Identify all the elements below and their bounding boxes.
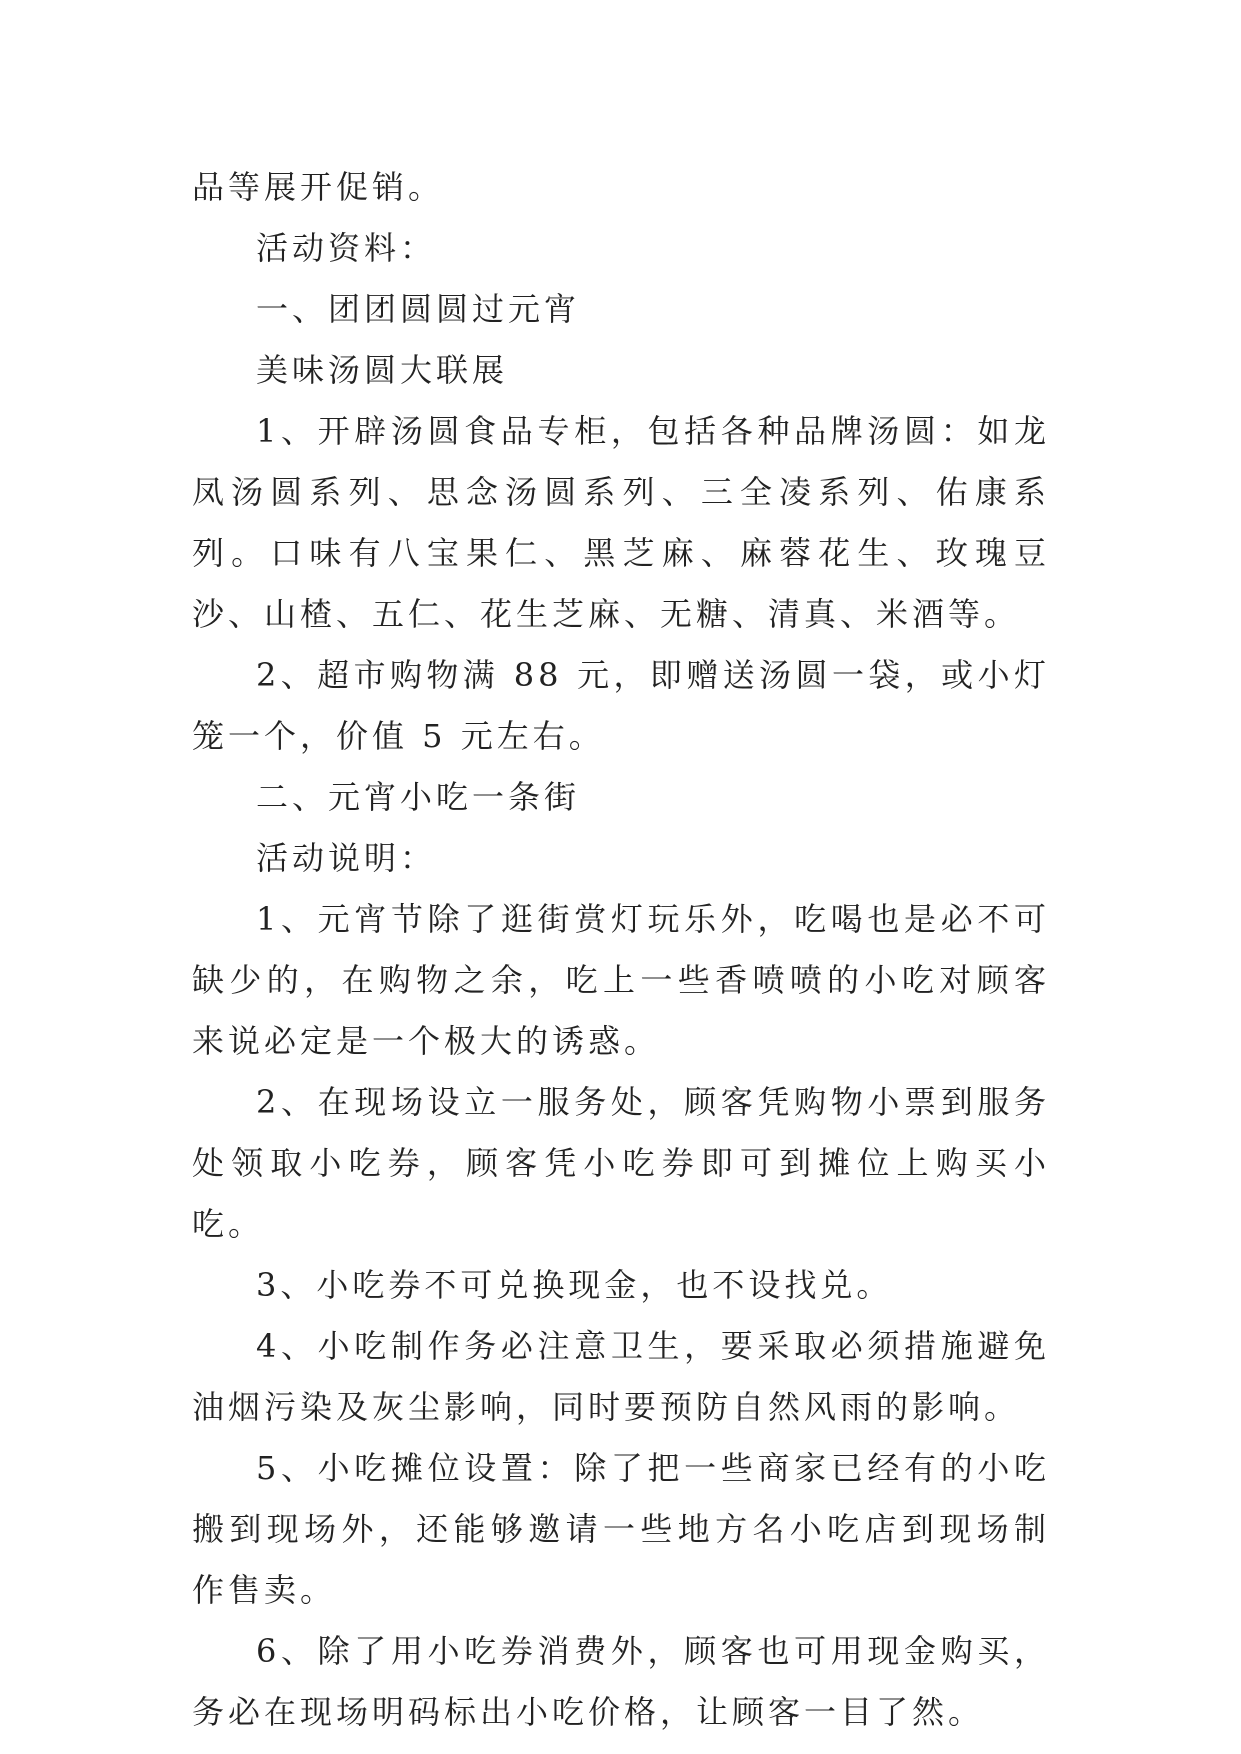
paragraph-activity-description: 活动说明： [256,839,437,877]
paragraph-item: 3、小吃券不可兑换现金，也不设找兑。 [256,1266,893,1304]
paragraph-item: 4、小吃制作务必注意卫生，要采取必须措施避免油烟污染及灰尘影响，同时要预防自然风雨的影响。 [192,1327,1050,1426]
paragraph-item: 5、小吃摊位设置：除了把一些商家已经有的小吃搬到现场外，还能够邀请一些地方名小吃店到现场制作售卖。 [192,1449,1050,1609]
paragraph-item: 1、元宵节除了逛街赏灯玩乐外，吃喝也是必不可缺少的，在购物之余，吃上一些香喷喷的小吃对顾客来说必定是一个极大的诱惑。 [192,900,1050,1060]
paragraph-item: 1、开辟汤圆食品专柜，包括各种品牌汤圆：如龙凤汤圆系列、思念汤圆系列、三全凌系列、佑康系列。口味有八宝果仁、黑芝麻、麻蓉花生、玫瑰豆沙、山楂、五仁、花生芝麻、无糖、清真、米酒等。 [192,412,1050,633]
paragraph-item: 2、在现场设立一服务处，顾客凭购物小票到服务处领取小吃券，顾客凭小吃券即可到摊位上购买小吃。 [192,1083,1050,1243]
paragraph-continuation: 品等展开促销。 [192,168,445,206]
paragraph-item: 6、除了用小吃券消费外，顾客也可用现金购买，务必在现场明码标出小吃价格，让顾客一目了然。 [192,1632,1050,1731]
paragraph-item: 2、超市购物满 88 元，即赠送汤圆一袋，或小灯笼一个，价值 5 元左右。 [192,656,1050,755]
document-body [192,157,1050,1743]
section-subheading-1: 美味汤圆大联展 [256,351,509,389]
paragraph-activity-materials: 活动资料： [256,229,437,267]
section-heading-2: 二、元宵小吃一条街 [256,778,581,816]
section-heading-1: 一、团团圆圆过元宵 [256,290,581,328]
